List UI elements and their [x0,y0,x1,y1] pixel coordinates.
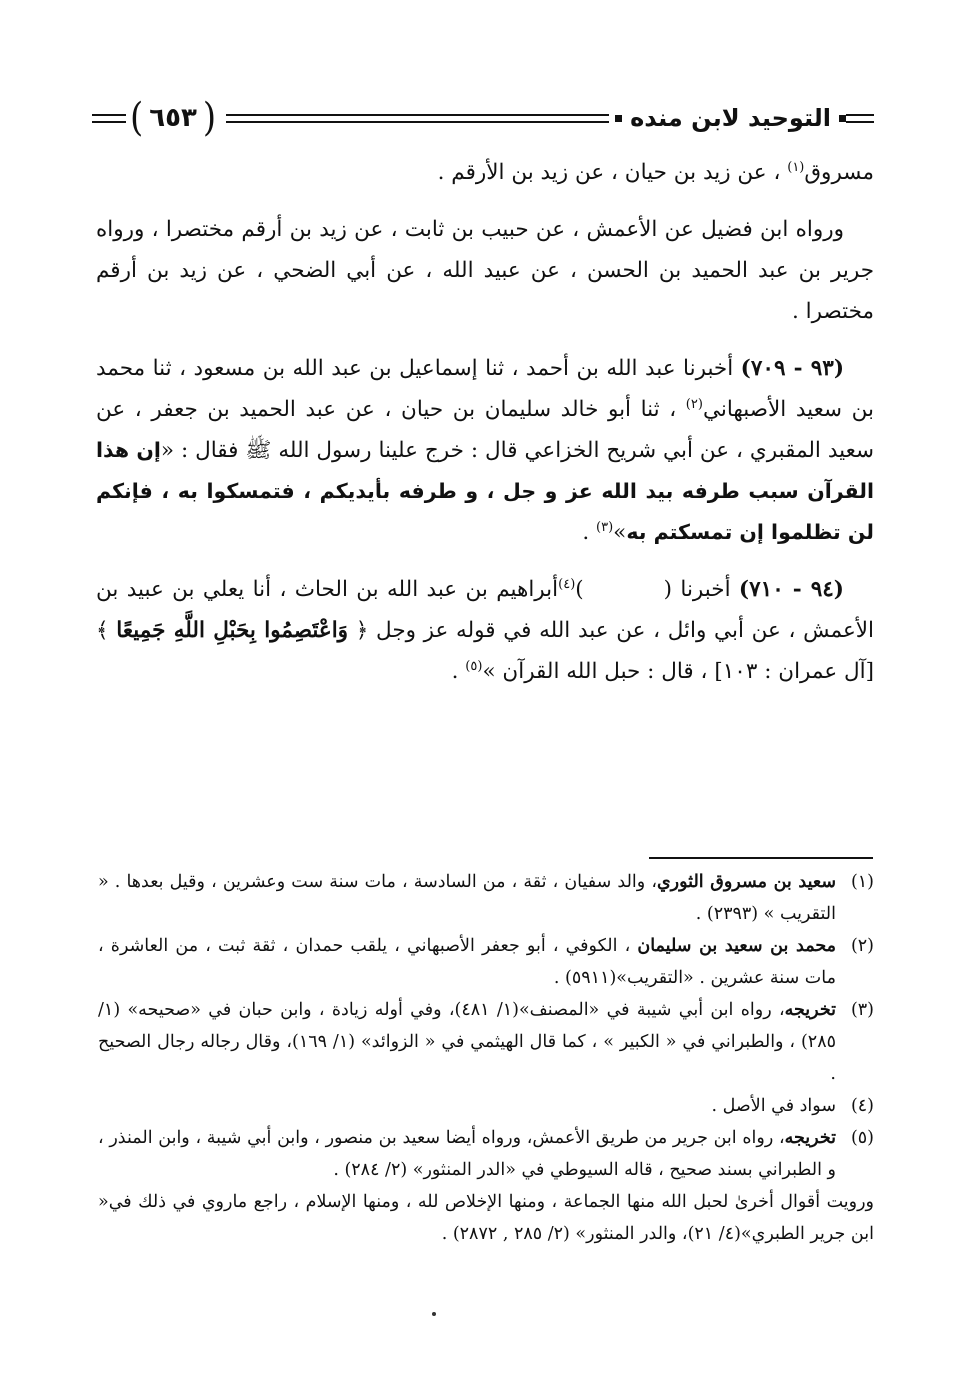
header-title: التوحيد لابن منده [630,104,831,132]
footnote-5-continuation: ورويت أقوال أخرىٰ لحبل الله منها الجماعة ، ومنها الإخلاص لله ، ومنها الإسلام ، راجع ماروي في ذلك في« ابن جرير الطبري»(٤/ ٢١)، والدر المنثور» (٢/ ٢٨٥ , ٢٨٧٢) . [98,1192,874,1244]
header-rule-middle [226,114,609,123]
hadith-number: (٩٣ - ٧٠٩) [740,356,844,381]
footnote-1: (١) سعيد بن مسروق الثوري، والد سفيان ، ثقة ، من السادسة ، مات سنة ست وعشرين ، وقيل بعدها . « التقريب » (٢٣٩٣) . [98,872,874,924]
paragraph-1: مسروق$^{(١)}$ ، عن زيد بن حيان ، عن زيد بن الأرقم . [437,159,874,185]
footnote-ref-5: (٥) [465,658,483,674]
scan-speck [432,1312,436,1316]
footnote-4: (٤) سواد في الأصل . [711,1096,874,1116]
footnote-ref-4: (٤) [558,576,576,592]
hadith-number: (٩٤ - ٧١٠) [738,577,844,602]
footnotes [98,866,874,1250]
footnote-ref-1: (١) [787,159,805,175]
footnote-ref-3: (٣) [596,519,614,535]
page-number-frame: ( ٦٥٣ ) [130,95,217,141]
footnote-3: (٣) تخريجه، رواه ابن أبي شيبة في «المصنف»(١/ ٤٨١)، وفي أوله زيادة ، وابن حبان في «صحيحه» (١/ ٢٨٥) ، والطبراني في « الكبير » ، كما قال الهيثمي في « الزوائد» (١/ ١٦٩)، وقال رجاله رجال الصحيح . [98,1000,874,1084]
header-rule-left [92,114,126,123]
quran-verse: وَاعْتَصِمُوا بِحَبْلِ اللَّهِ جَمِيعًا [116,618,349,643]
main-text [96,152,874,708]
paragraph-2: ورواه ابن فضيل عن الأعمش ، عن حبيب بن ثابت ، عن زيد بن أرقم مختصرا ، ورواه جرير بن عبد الحميد بن الحسن ، عن عبيد الله ، عن أبي الضحي ، عن زيد بن أرقم مختصرا . [96,217,874,324]
hadith-710: (٩٤ - ٧١٠) أخبرنا ()$^{(٤)}$أبراهيم بن عبد الله بن الحاث ، أنا يعلي بن عبيد بن الأعمش ، عن أبي وائل ، عن عبد الله في قوله عز وجل ﴿ وَاعْتَصِمُوا بِحَبْلِ اللَّهِ جَمِيعًا ﴾ [آل عمران : ١٠٣] ، قال : حبل الله القرآن »$^{(٥)}$ . [96,576,875,684]
footnote-2: (٢) محمد بن سعيد بن سليمان ، الكوفي ، أبو جعفر الأصبهاني ، يلقب حمدان ، ثقة ثبت ، من العاشرة ، مات سنة عشرين . «التقريب»(٥٩١١) . [98,936,874,988]
footnote-separator [649,857,873,859]
header-rule-right [846,114,874,123]
page-number: ٦٥٣ [149,103,197,133]
footnote-5: (٥) تخريجه، رواه ابن جرير من طريق الأعمش، ورواه أيضا سعيد بن منصور ، وابن أبي شيبة ، وابن المنذر ، و الطبراني بسند صحيح ، قاله السيوطي في «الدر المنثور» (٢/ ٢٨٤) . [98,1128,874,1180]
hadith-quote: إن هذا القرآن سبب طرفه بيد الله عز و جل ، و طرفه بأيديكم ، فتمسكوا به ، فإنكم لن تظلموا إن تمسكتم به [96,438,874,544]
footnote-ref-2: (٢) [685,396,703,412]
running-header [92,96,874,140]
header-square-right [839,115,846,122]
hadith-709: (٩٣ - ٧٠٩) أخبرنا عبد الله بن أحمد ، ثنا إسماعيل بن عبد الله بن مسعود ، ثنا محمد بن سعيد الأصبهاني$^{(٢)}$ ، ثنا أبو خالد سليمان بن حيان ، عن عبد الحميد بن جعفر ، عن سعيد المقبري ، عن أبي شريح الخزاعي قال : خرج علينا رسول الله ﷺ فقال : «إن هذا القرآن سبب طرفه بيد الله عز و جل ، و طرفه بأيديكم ، فتمسكوا به ، فإنكم لن تظلموا إن تمسكتم به»$^{(٣)}$ . [96,356,874,545]
header-square-left [615,115,622,122]
